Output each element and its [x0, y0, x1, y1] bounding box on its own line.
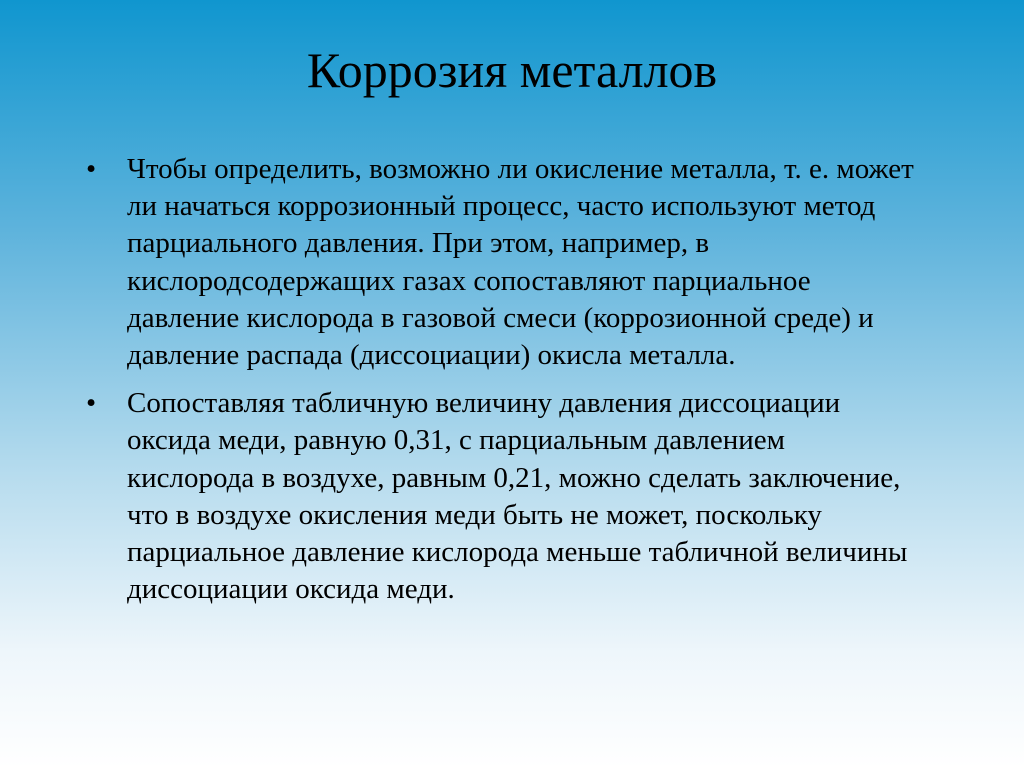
bullet-item-2	[86, 385, 916, 608]
bullet-text-1: Чтобы определить, возможно ли окисление металла, т. е. может ли начаться коррозионный процесс, часто используют метод парциального давления. При этом, например, в кислородсодержащих газах сопоставляют парциальное давление кислорода в газовой смеси (коррозионной среде) и давление распада (диссоциации) окисла металла.	[127, 153, 914, 372]
bullet-dot-icon: •	[86, 387, 97, 420]
bullet-dot-icon: •	[86, 153, 97, 185]
slide-title: Коррозия металлов	[306, 42, 718, 98]
bullet-item-1	[86, 151, 916, 374]
bullet-list	[86, 151, 916, 619]
bullet-text-2: Сопоставляя табличную величину давления диссоциации оксида меди, равную 0,31, с парциальным давлением кислорода в воздухе, равным 0,21, можно сделать заключение, что в воздухе окисления меди быть не может, поскольку парциальное давление кислорода меньше табличной величины диссоциации оксида меди.	[127, 387, 908, 606]
